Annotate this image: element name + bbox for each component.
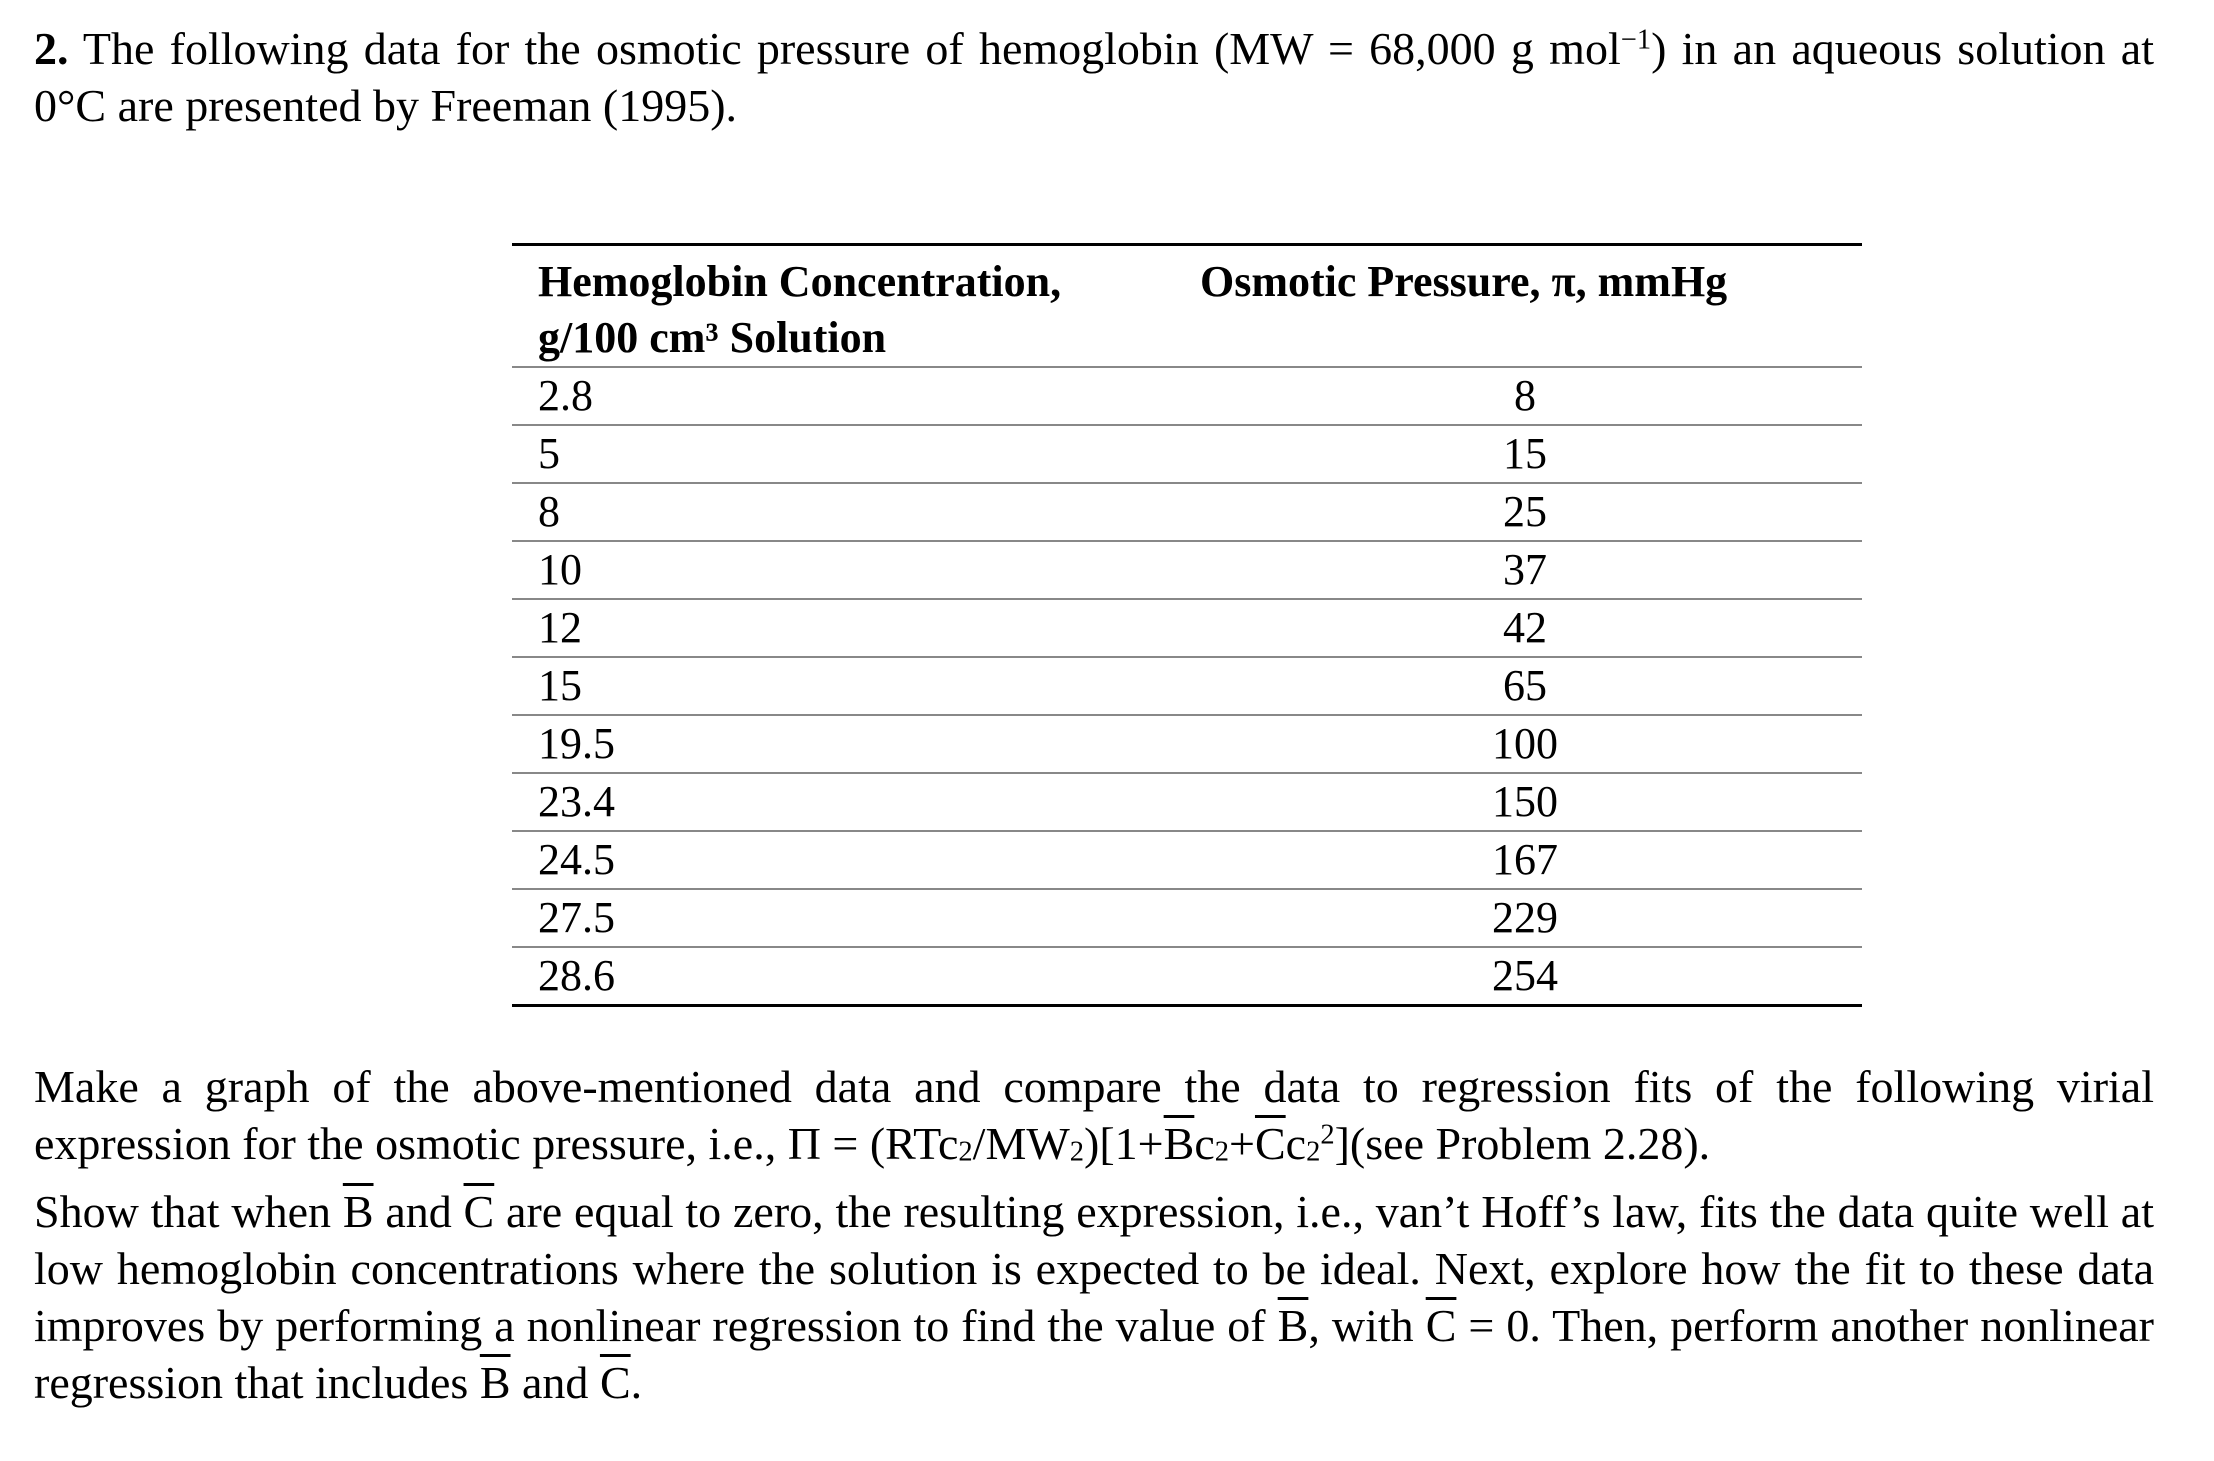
text-part: and: [373, 1186, 464, 1237]
table-row: [512, 367, 1862, 425]
header-osmotic-pressure: Osmotic Pressure, π, mmHg: [1200, 257, 1728, 306]
cell-concentration: 5: [538, 429, 560, 478]
formula-end: ](see Problem 2.28).: [1334, 1118, 1711, 1169]
regression-instructions: [34, 1183, 2154, 1411]
table-row: [512, 831, 1862, 889]
table-row: [512, 483, 1862, 541]
graph-instructions: [34, 1058, 2154, 1172]
superscript: 2: [1320, 1119, 1335, 1151]
cell-pressure: 37: [1503, 545, 1547, 594]
subscript: 2: [958, 1136, 973, 1168]
table-row: [512, 889, 1862, 947]
table-row: [512, 599, 1862, 657]
virial-c-symbol: $\overline{C}$: [1425, 1300, 1457, 1351]
problem-number: 2.: [34, 23, 69, 74]
cell-concentration: 8: [538, 487, 560, 536]
osmotic-pressure-table: [512, 243, 1862, 1007]
cell-pressure: 8: [1514, 371, 1536, 420]
formula-part: c: [1285, 1118, 1307, 1169]
virial-c-symbol: $\overline{C}$: [463, 1186, 495, 1237]
virial-c-symbol: $\overline{C}$: [599, 1357, 631, 1408]
text-part: Show that when: [34, 1186, 343, 1237]
cell-pressure: 100: [1492, 719, 1558, 768]
virial-b-symbol: $\overline{B}$: [1163, 1118, 1195, 1169]
virial-c-symbol: $\overline{C}$: [1254, 1118, 1286, 1169]
virial-b-symbol: $\overline{B}$: [342, 1186, 374, 1237]
cell-pressure: 229: [1492, 893, 1558, 942]
formula-part: +: [1229, 1118, 1255, 1169]
cell-concentration: 23.4: [538, 777, 615, 826]
table-row: [512, 947, 1862, 1006]
text-part: are equal to zero, the resulting expression, i.e., van’t Hoff’s law, fits the data quite well at low hemoglobin concentrations where the solution is expected to be ideal. Next, explore how the fit to these data improves by performing a nonlinear regression to find the value of: [34, 1186, 2154, 1351]
virial-b-symbol: $\overline{B}$: [1277, 1300, 1309, 1351]
text-part: .: [630, 1357, 643, 1408]
cell-pressure: 167: [1492, 835, 1558, 884]
cell-concentration: 2.8: [538, 371, 593, 420]
table-header-row: [512, 245, 1862, 368]
cell-concentration: 24.5: [538, 835, 615, 884]
table-row: [512, 657, 1862, 715]
table-row: [512, 425, 1862, 483]
cell-pressure: 15: [1503, 429, 1547, 478]
text-part: , with: [1308, 1300, 1426, 1351]
text-part: and: [510, 1357, 600, 1408]
cell-concentration: 10: [538, 545, 582, 594]
cell-pressure: 25: [1503, 487, 1547, 536]
header-concentration: Hemoglobin Concentration, g/100 cm³ Solution: [538, 257, 1062, 362]
graph-text: Make a graph of the above-mentioned data and compare the data to regression fits of the following virial expression for the osmotic pressure, i.e., Π = (RTc: [34, 1061, 2154, 1169]
subscript: 2: [1069, 1136, 1085, 1168]
subscript: 2: [1214, 1136, 1230, 1168]
unit-exponent: −1: [1620, 24, 1652, 56]
cell-pressure: 150: [1492, 777, 1558, 826]
cell-concentration: 12: [538, 603, 582, 652]
formula-part: )[1+: [1084, 1118, 1164, 1169]
cell-pressure: 65: [1503, 661, 1547, 710]
table-row: [512, 541, 1862, 599]
intro-text-start: The following data for the osmotic pressure of hemoglobin (MW = 68,000 g mol: [68, 23, 1621, 74]
subscript: 2: [1306, 1136, 1321, 1168]
cell-concentration: 15: [538, 661, 582, 710]
cell-pressure: 42: [1503, 603, 1547, 652]
table-row: [512, 715, 1862, 773]
problem-statement: [34, 20, 2154, 134]
virial-b-symbol: $\overline{B}$: [479, 1357, 511, 1408]
formula-part: /MW: [972, 1118, 1070, 1169]
cell-pressure: 254: [1492, 951, 1558, 1000]
text-part: = 0. Then, perform another nonlinear regression that includes: [34, 1300, 2154, 1408]
table-row: [512, 773, 1862, 831]
cell-concentration: 27.5: [538, 893, 615, 942]
cell-concentration: 28.6: [538, 951, 615, 1000]
formula-part: c: [1194, 1118, 1215, 1169]
intro-text-end: ) in an aqueous solution at 0°C are presented by Freeman (1995).: [34, 23, 2154, 131]
cell-concentration: 19.5: [538, 719, 615, 768]
